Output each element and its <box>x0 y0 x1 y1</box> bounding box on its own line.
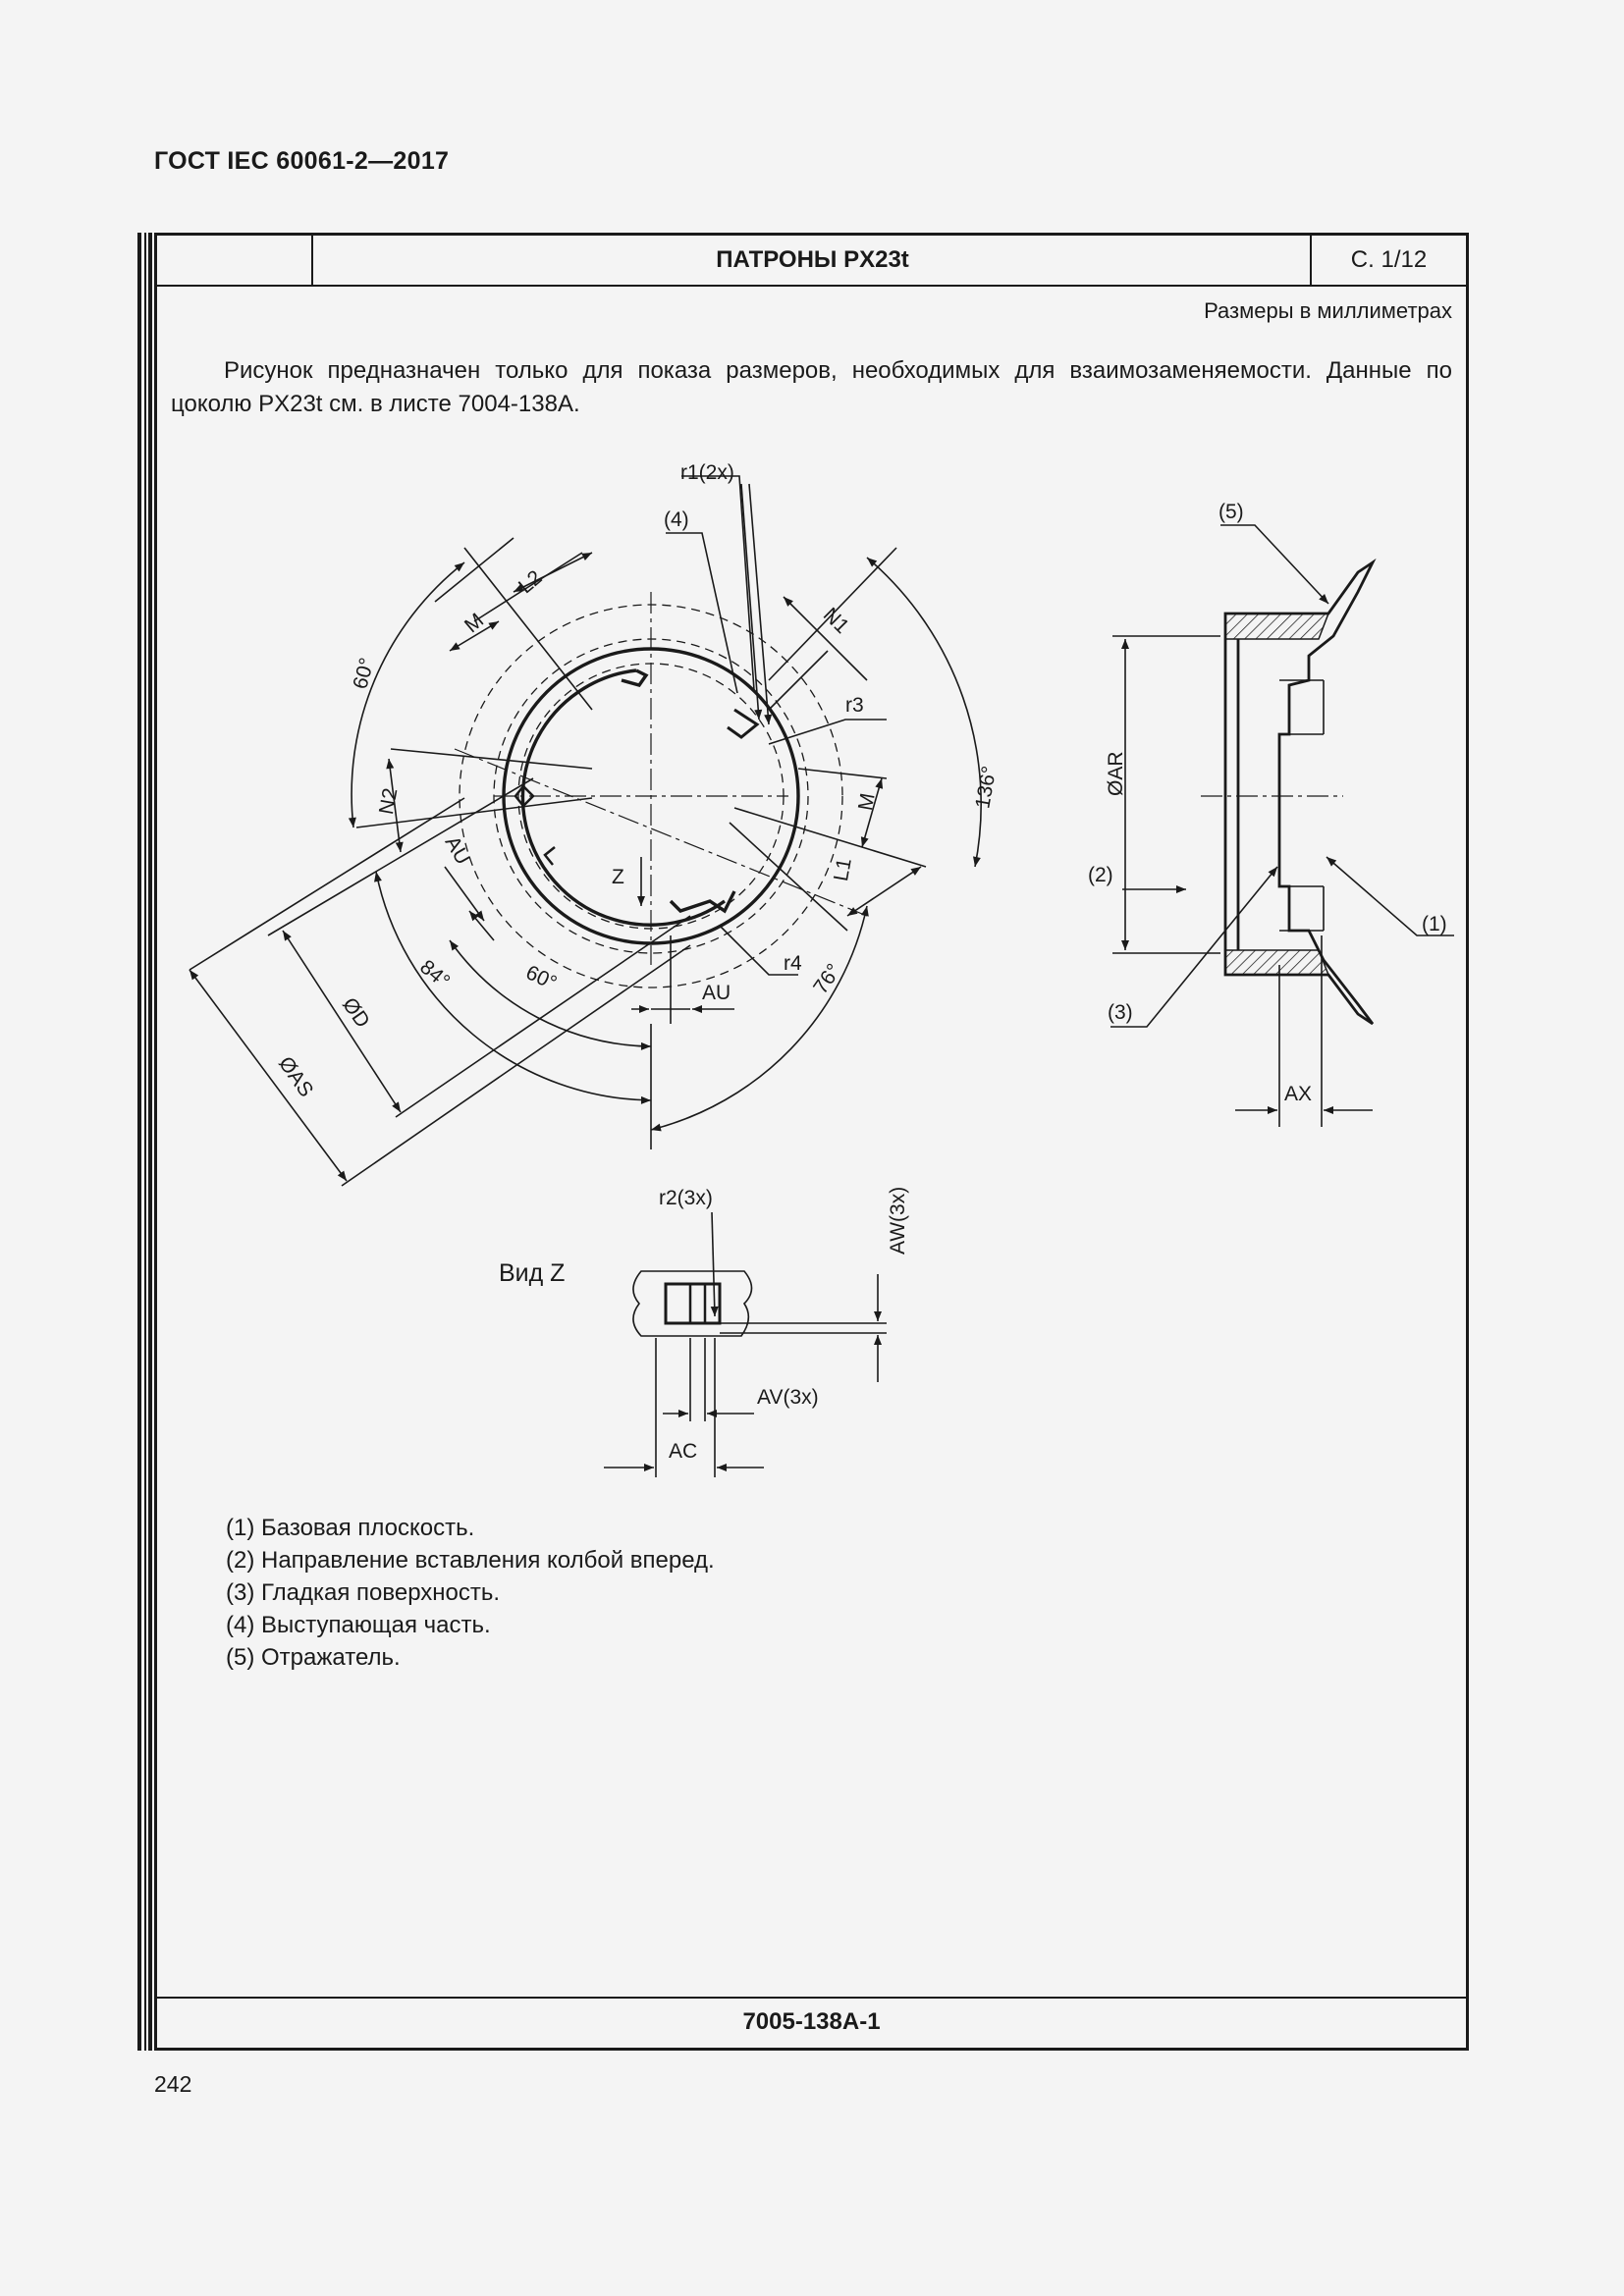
label-callout-4: (4) <box>664 508 689 531</box>
label-AX: AX <box>1284 1083 1313 1105</box>
sheet-frame <box>154 233 1469 2051</box>
label-diameter-AS: ØAS <box>274 1052 318 1101</box>
margin-bars <box>137 233 151 2051</box>
label-M-top: M <box>460 609 489 638</box>
label-angle-136: 136° <box>971 764 1001 811</box>
label-callout-3: (3) <box>1108 1001 1133 1024</box>
label-angle-76: 76° <box>809 959 846 999</box>
legend <box>226 1512 715 1674</box>
label-angle-60-bottom: 60° <box>522 961 561 995</box>
label-diameter-AR: ØAR <box>1105 751 1127 796</box>
legend-item-2: (2) Направление вставления колбой вперед. <box>226 1547 715 1574</box>
label-AV: AV(3x) <box>757 1386 819 1409</box>
sheet-number: 7005-138A-1 <box>157 1997 1466 2048</box>
label-r2: r2(3x) <box>659 1187 713 1209</box>
sheet-page-ref: С. 1/12 <box>1310 236 1466 285</box>
label-AU-left: AU <box>440 831 475 869</box>
label-AU-bottom: AU <box>702 982 731 1004</box>
label-N1: N1 <box>818 603 854 638</box>
label-L1: L1 <box>830 856 856 883</box>
label-callout-1: (1) <box>1422 913 1447 935</box>
section-view <box>1110 525 1454 1127</box>
legend-item-5: (5) Отражатель. <box>226 1644 401 1671</box>
label-angle-60-left: 60° <box>349 655 379 692</box>
label-AC: AC <box>669 1440 698 1463</box>
legend-item-3: (3) Гладкая поверхность. <box>226 1579 501 1606</box>
label-N2: N2 <box>375 786 403 817</box>
label-r1: r1(2x) <box>680 461 734 484</box>
label-diameter-D: ØD <box>338 993 374 1033</box>
label-L2: L2 <box>514 565 547 599</box>
units-note: Размеры в миллиметрах <box>1204 298 1452 323</box>
label-M-right: M <box>854 791 880 813</box>
protruding-part <box>728 710 757 737</box>
page-number: 242 <box>154 2071 192 2097</box>
label-callout-5: (5) <box>1218 501 1244 523</box>
technical-drawing <box>157 236 1466 1708</box>
intro-paragraph: Рисунок предназначен только для показа размеров, необходимых для взаимозаменяемости. Данные по цоколю PX23t см. в листе 7004-138А. <box>171 357 1452 417</box>
label-AW: AW(3x) <box>887 1186 909 1255</box>
legend-item-1: (1) Базовая плоскость. <box>226 1515 475 1541</box>
label-Z: Z <box>612 866 624 888</box>
label-r4: r4 <box>784 952 802 975</box>
label-angle-84: 84° <box>415 955 455 993</box>
view-z-detail <box>604 1212 887 1477</box>
legend-item-4: (4) Выступающая часть. <box>226 1612 491 1638</box>
label-callout-2: (2) <box>1088 864 1113 886</box>
sheet-title: ПАТРОНЫ PX23t <box>716 246 909 273</box>
label-r3: r3 <box>845 694 864 717</box>
label-view-z: Вид Z <box>499 1259 566 1287</box>
document-header: ГОСТ IEC 60061-2—2017 <box>154 147 450 175</box>
